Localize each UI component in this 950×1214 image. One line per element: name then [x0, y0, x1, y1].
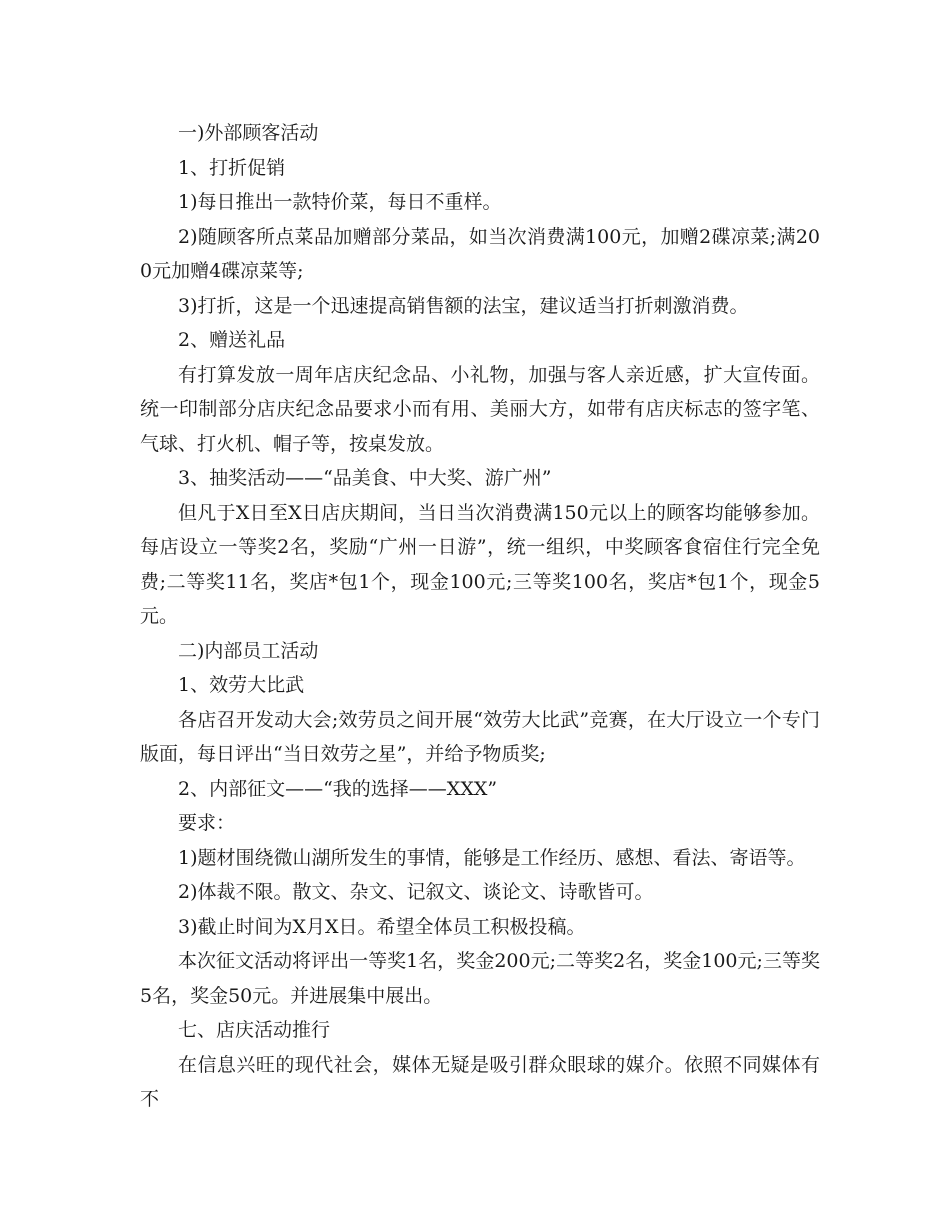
list-item-bonus-dishes: 2)随顾客所点菜品加赠部分菜品，如当次消费满100元，加赠2碟凉菜;满200元加赠4碟凉菜等; — [140, 225, 820, 282]
section-heading-external-customer-activities: 一)外部顾客活动 — [178, 122, 319, 144]
paragraph-lottery: 但凡于X日至X日店庆期间，当日当次消费满150元以上的顾客均能够参加。每店设立一等奖2名，奖励“广州一日游”，统一组织，中奖顾客食宿住行完全免费;二等奖11名，奖店*包1个，现金100元;三等奖100名，奖店*包1个，现金5元。 — [140, 501, 820, 627]
label-requirements: 要求： — [178, 812, 236, 834]
subheading-lottery: 3、抽奖活动——“品美食、中大奖、游广州” — [178, 467, 552, 489]
list-item-topic: 1)题材围绕微山湖所发生的事情，能够是工作经历、感想、看法、寄语等。 — [178, 846, 806, 869]
list-item-genre: 2)体裁不限。散文、杂文、记叙文、谈论文、诗歌皆可。 — [178, 881, 654, 903]
subheading-gifts: 2、赠送礼品 — [178, 329, 286, 351]
subheading-service-contest: 1、效劳大比武 — [178, 674, 305, 696]
subheading-discount-promotion: 1、打折促销 — [178, 156, 286, 179]
section-heading-promotion: 七、店庆活动推行 — [178, 1019, 331, 1041]
subheading-essay-contest: 2、内部征文——“我的选择——XXX” — [178, 777, 498, 800]
document-body — [140, 116, 820, 1117]
list-item-discount: 3)打折，这是一个迅速提高销售额的法宝，建议适当打折刺激消费。 — [178, 294, 749, 317]
section-heading-internal-staff-activities: 二)内部员工活动 — [178, 639, 319, 662]
paragraph-essay-prizes: 本次征文活动将评出一等奖1名，奖金200元;二等奖2名，奖金100元;三等奖5名，奖金50元。并进展集中展出。 — [140, 950, 820, 1007]
paragraph-gifts: 有打算发放一周年店庆纪念品、小礼物，加强与客人亲近感，扩大宣传面。统一印制部分店庆纪念品要求小而有用、美丽大方，如带有店庆标志的签字笔、气球、打火机、帽子等，按桌发放。 — [140, 363, 820, 455]
paragraph-media: 在信息兴旺的现代社会，媒体无疑是吸引群众眼球的媒介。依照不同媒体有不 — [140, 1053, 820, 1110]
paragraph-service-contest: 各店召开发动大会;效劳员之间开展“效劳大比武”竞赛，在大厅设立一个专门版面，每日评出“当日效劳之星”，并给予物质奖; — [140, 708, 820, 765]
list-item-daily-special: 1)每日推出一款特价菜，每日不重样。 — [178, 191, 502, 213]
list-item-deadline: 3)截止时间为X月X日。希望全体员工积极投稿。 — [178, 915, 586, 938]
